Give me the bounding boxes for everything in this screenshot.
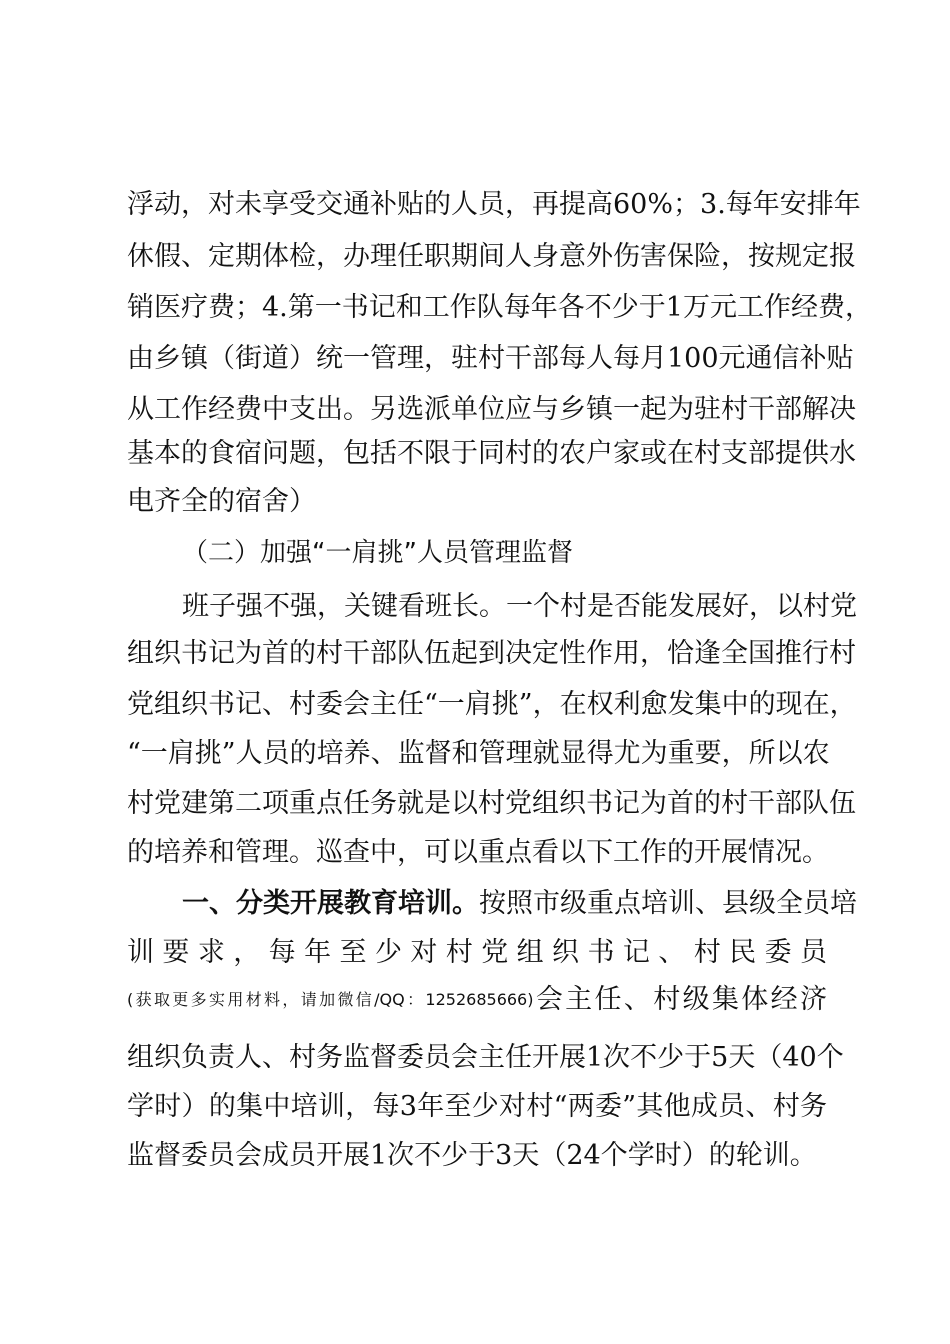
paragraph-line: 休假、定期体检，办理任职期间人身意外伤害保险，按规定报 [127, 241, 856, 272]
paragraph-line: 训要求，每年至少对村党组织书记、村民委员 [127, 937, 827, 968]
paragraph-line: 的培养和管理。巡查中，可以重点看以下工作的开展情况。 [127, 837, 829, 868]
paragraph-line: 基本的食宿问题，包括不限于同村的农户家或在村支部提供水 [127, 438, 856, 469]
paragraph-line: 销医疗费；4.第一书记和工作队每年各不少于1万元工作经费， [127, 292, 872, 323]
paragraph-line: “一肩挑”人员的培养、监督和管理就显得尤为重要，所以农 [127, 738, 830, 769]
paragraph-text: 会主任、村级集体经济 [533, 984, 827, 1015]
paragraph-line: 学时）的集中培训，每3年至少对村“两委”其他成员、村务 [127, 1091, 827, 1122]
paragraph-line: 村党建第二项重点任务就是以村党组织书记为首的村干部队伍 [127, 788, 856, 819]
paragraph-line: 由乡镇（街道）统一管理，驻村干部每人每月100元通信补贴 [127, 343, 854, 374]
paragraph-line: 监督委员会成员开展1次不少于3天（24个学时）的轮训。 [127, 1140, 817, 1171]
paragraph-line: 浮动，对未享受交通补贴的人员，再提高60%；3.每年安排年 [127, 189, 861, 220]
paragraph-line: 组织负责人、村务监督委员会主任开展1次不少于5天（40个 [127, 1042, 844, 1073]
section-heading: （二）加强“一肩挑”人员管理监督 [182, 538, 573, 568]
contact-note: (获取更多实用材料，请加微信/QQ：1252685666) [127, 990, 534, 1009]
paragraph-line: 电齐全的宿舍） [127, 486, 316, 517]
bold-lead-text: 一、分类开展教育培训。 [182, 888, 479, 919]
paragraph-line [182, 887, 857, 921]
paragraph-line: 班子强不强，关键看班长。一个村是否能发展好，以村党 [182, 591, 857, 622]
paragraph-text: 按照市级重点培训、县级全员培 [479, 888, 857, 919]
paragraph-line: 党组织书记、村委会主任“一肩挑”，在权利愈发集中的现在， [127, 689, 857, 720]
paragraph-line: 组织书记为首的村干部队伍起到决定性作用，恰逢全国推行村 [127, 638, 856, 669]
paragraph-line: 从工作经费中支出。另选派单位应与乡镇一起为驻村干部解决 [127, 394, 856, 425]
paragraph-line [127, 983, 827, 1017]
